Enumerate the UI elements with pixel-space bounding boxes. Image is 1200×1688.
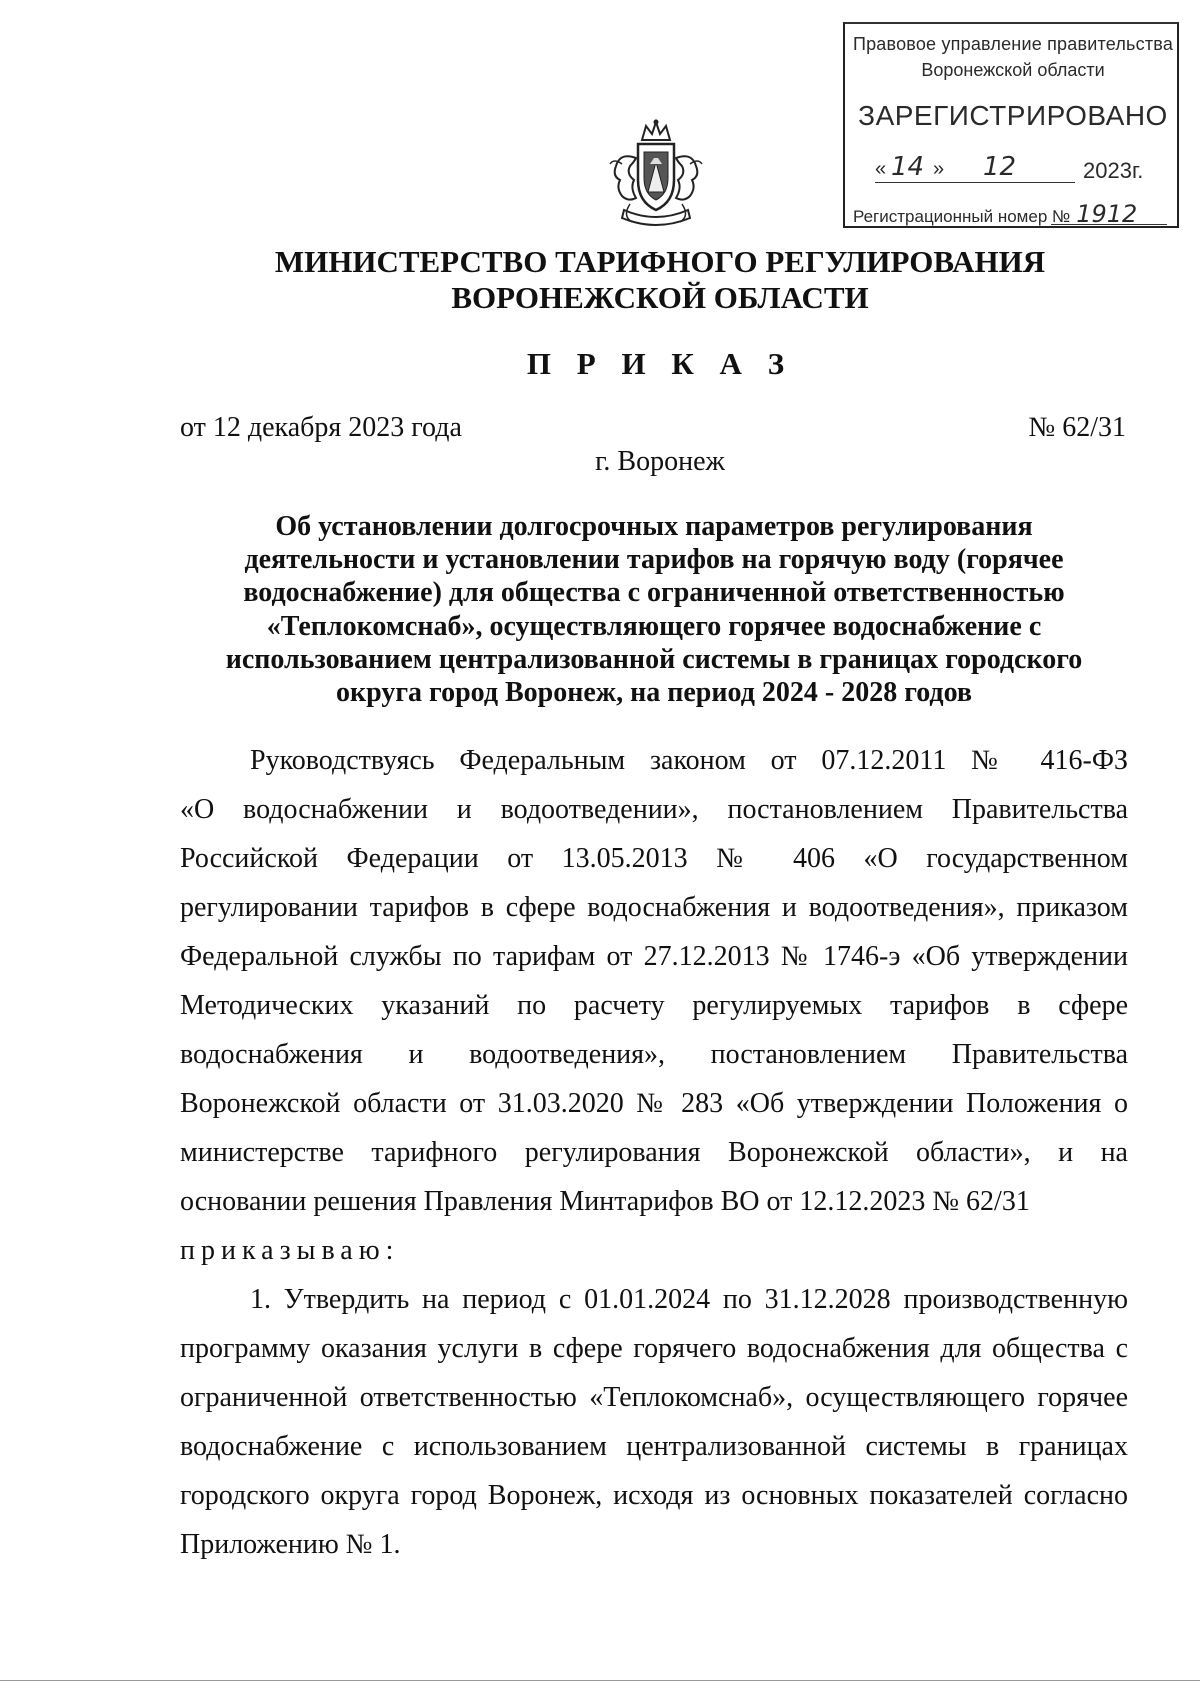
order-number: № 62/31 (1028, 412, 1126, 443)
stamp-date-quote-open: « (875, 158, 887, 180)
voronezh-coat-of-arms-icon (606, 118, 706, 230)
order-city: г. Воронеж (595, 446, 725, 477)
item1-line: водоснабжение с использованием централизованной системы в границах (180, 1431, 1128, 1462)
ministry-name-line1: МИНИСТЕРСТВО ТАРИФНОГО РЕГУЛИРОВАНИЯ (274, 244, 1046, 279)
subject-line: деятельности и установлении тарифов на горячую воду (горячее (244, 544, 1064, 576)
order-subject (180, 510, 1128, 709)
subject-line: использованием централизованной системы в границах городского (225, 643, 1083, 675)
item1-line: городского округа город Воронеж, исходя из основных показателей согласно (180, 1480, 1128, 1511)
preamble-line: Российской Федерации от 13.05.2013 № 406 «О государственном (180, 843, 1128, 874)
stamp-org-line1: Правовое управление правительства (852, 34, 1174, 54)
stamp-date (875, 152, 1165, 186)
subject-line: водоснабжение) для общества с ограниченной ответственностью (243, 577, 1065, 609)
order-word: приказываю: (180, 1235, 400, 1266)
page-bottom-divider (0, 1680, 1200, 1681)
order-body (180, 736, 1128, 1569)
registration-stamp (843, 22, 1179, 228)
stamp-org-line2: Воронежской области (921, 60, 1105, 80)
subject-line: «Теплокомснаб», осуществляющего горячее водоснабжение с (266, 610, 1042, 642)
stamp-date-quote-close: » (933, 158, 945, 180)
item1-line: ограниченной ответственностью «Теплокомснаб», осуществляющего горячее (180, 1382, 1128, 1413)
stamp-registered-label: ЗАРЕГИСТРИРОВАНО (858, 100, 1168, 131)
preamble-line: министерстве тарифного регулирования Воронежской области», и на (180, 1137, 1128, 1168)
subject-line: округа город Воронеж, на период 2024 - 2028 годов (336, 677, 972, 709)
subject-line: Об установлении долгосрочных параметров регулирования (275, 511, 1033, 542)
order-date: от 12 декабря 2023 года (180, 412, 462, 443)
stamp-reg-number: 1912 (1076, 200, 1138, 228)
stamp-reg-underline (1051, 224, 1167, 225)
stamp-reg-label: Регистрационный номер № (853, 207, 1071, 226)
preamble-line: Методических указаний по расчету регулируемых тарифов в сфере (180, 990, 1128, 1021)
preamble-line: водоснабжения и водоотведения», постановлением Правительства (180, 1039, 1128, 1070)
preamble-line: Федеральной службы по тарифам от 27.12.2013 № 1746-э «Об утверждении (180, 941, 1128, 972)
stamp-date-underline (875, 182, 1075, 183)
item1-line: 1. Утвердить на период с 01.01.2024 по 31.12.2028 производственную (250, 1284, 1128, 1315)
ministry-name-line2: ВОРОНЕЖСКОЙ ОБЛАСТИ (451, 280, 869, 315)
preamble-line: регулировании тарифов в сфере водоснабжения и водоотведения», приказом (180, 892, 1128, 923)
preamble-line: основании решения Правления Минтарифов ВО от 12.12.2023 № 62/31 (180, 1186, 1030, 1217)
preamble-line: Руководствуясь Федеральным законом от 07.12.2011 № 416-ФЗ (250, 745, 1128, 776)
preamble-line: Воронежской области от 31.03.2020 № 283 «Об утверждении Положения о (180, 1088, 1128, 1119)
stamp-date-month: 12 (983, 152, 1017, 182)
preamble-line: «О водоснабжении и водоотведении», постановлением Правительства (180, 794, 1128, 825)
stamp-date-year: 2023г. (1083, 158, 1144, 183)
stamp-date-day: 14 (891, 152, 925, 182)
item1-line: программу оказания услуги в сфере горячего водоснабжения для общества с (180, 1333, 1128, 1364)
document-type-title: П Р И К А З (526, 346, 794, 381)
item1-line: Приложению № 1. (180, 1529, 401, 1560)
stamp-registration-number (853, 200, 1173, 228)
